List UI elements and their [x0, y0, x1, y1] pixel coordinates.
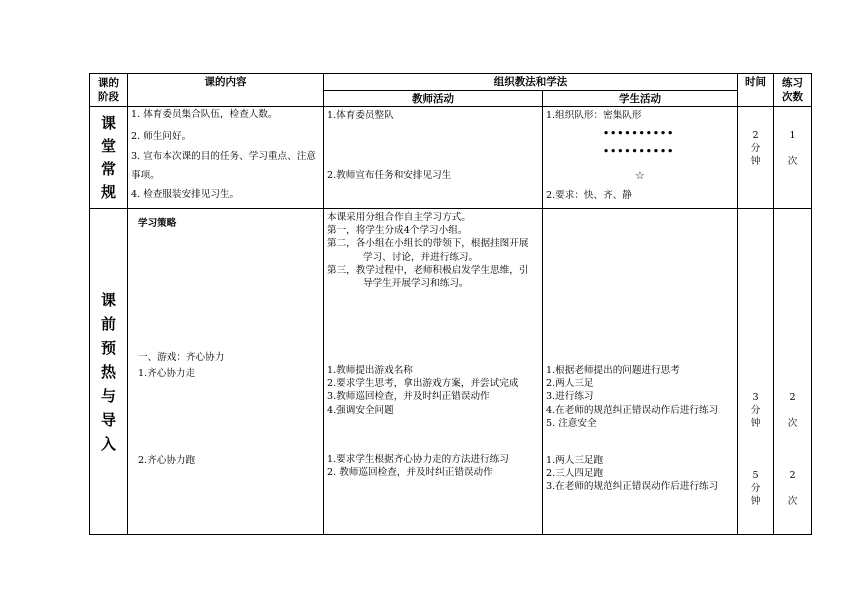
- routine-teacher: [324, 107, 543, 209]
- game1-teacher-item: 3.教师巡回检查，并及时纠正错误动作: [327, 391, 490, 403]
- game1-student-item: 3.进行练习: [546, 391, 594, 403]
- routine-time: [738, 107, 774, 209]
- routine-reps-text: 1 次: [787, 130, 798, 167]
- routine-item: 1. 体育委员集合队伍，检查人数。: [131, 109, 278, 120]
- header-stage: [90, 74, 128, 107]
- strategy-item: 第三，教学过程中，老师积极启发学生思维，引导学生开展学习和练习。: [327, 264, 529, 290]
- stage-routine: 课 堂 常 规: [90, 107, 128, 209]
- formation-dots-row: ••••••••••: [603, 146, 675, 157]
- game1-student-item: 1.根据老师提出的问题进行思考: [546, 365, 680, 376]
- header-student: 学生活动: [543, 91, 738, 107]
- warmup-content: [128, 209, 324, 535]
- game1-student-item: 2.两人三足: [546, 378, 594, 390]
- game1-student-item: 4.在老师的规范纠正错误动作后进行练习: [546, 404, 719, 416]
- header-stage-text: 课的 阶段: [98, 77, 119, 103]
- game1-time-text: 3 分 钟: [750, 392, 761, 429]
- routine-student: [543, 107, 738, 209]
- routine-item: 3. 宣布本次课的目的任务、学习重点、注意事项。: [131, 151, 316, 181]
- game1-title: 1.齐心协力走: [138, 368, 196, 379]
- game2-reps-text: 2 次: [787, 470, 798, 507]
- header-time: 时间: [738, 74, 774, 107]
- game1-teacher-item: 2.要求学生思考，拿出游戏方案，并尝试完成: [327, 378, 519, 390]
- header-content: 课的内容: [128, 74, 324, 107]
- routine-content: [128, 107, 324, 209]
- header-reps: 练习 次数: [774, 74, 812, 107]
- requirement-text: 2.要求：快、齐、静: [546, 190, 632, 201]
- routine-item: 2. 师生问好。: [131, 130, 192, 142]
- game2-teacher-item: 2. 教师巡回检查，并及时纠正错误动作: [327, 467, 493, 479]
- game2-student-item: 2.三人四足跑: [546, 468, 604, 480]
- strategy-title: 学习策略: [138, 218, 177, 229]
- teacher-star-icon: ☆: [635, 169, 645, 182]
- game2-time-text: 5 分 钟: [750, 470, 761, 507]
- stage-warmup: 课 前 预 热 与 导 入: [90, 209, 128, 535]
- header-teacher: 教师活动: [324, 91, 543, 107]
- strategy-item: 第一，将学生分成4个学习小组。: [327, 225, 468, 237]
- routine-reps: [774, 107, 812, 209]
- routine-item: 4. 检查服装安排见习生。: [131, 189, 240, 200]
- game1-student-item: 5. 注意安全: [546, 417, 597, 429]
- routine-teacher-item: 1.体育委员整队: [327, 110, 394, 121]
- game2-teacher-item: 1.要求学生根据齐心协力走的方法进行练习: [327, 454, 509, 465]
- header-org: 组织教法和学法: [324, 74, 738, 91]
- routine-time-text: 2 分 钟: [750, 130, 761, 167]
- lesson-plan-table: [89, 73, 812, 535]
- routine-teacher-item: 2.教师宣布任务和安排见习生: [327, 170, 452, 181]
- warmup-reps: [774, 209, 812, 535]
- warmup-student: [543, 209, 738, 535]
- game2-student-item: 1.两人三足跑: [546, 455, 604, 466]
- strategy-item: 第二，各小组在小组长的带领下，根据挂图开展学习、讨论，并进行练习。: [327, 238, 529, 263]
- game-title: 一、游戏：齐心协力: [138, 352, 225, 363]
- game1-reps-text: 2 次: [787, 392, 798, 429]
- game1-teacher-item: 1.教师提出游戏名称: [327, 365, 413, 376]
- game2-title: 2.齐心协力跑: [138, 455, 196, 466]
- formation-dots-row: ••••••••••: [603, 128, 675, 139]
- warmup-teacher: [324, 209, 543, 535]
- warmup-time: [738, 209, 774, 535]
- game2-student-item: 3.在老师的规范纠正错误动作后进行练习: [546, 481, 719, 493]
- formation-text: 1.组织队形：密集队形: [546, 110, 642, 121]
- game1-teacher-item: 4.强调安全问题: [327, 404, 394, 416]
- strategy-intro: 本课采用分组合作自主学习方式。: [327, 212, 471, 223]
